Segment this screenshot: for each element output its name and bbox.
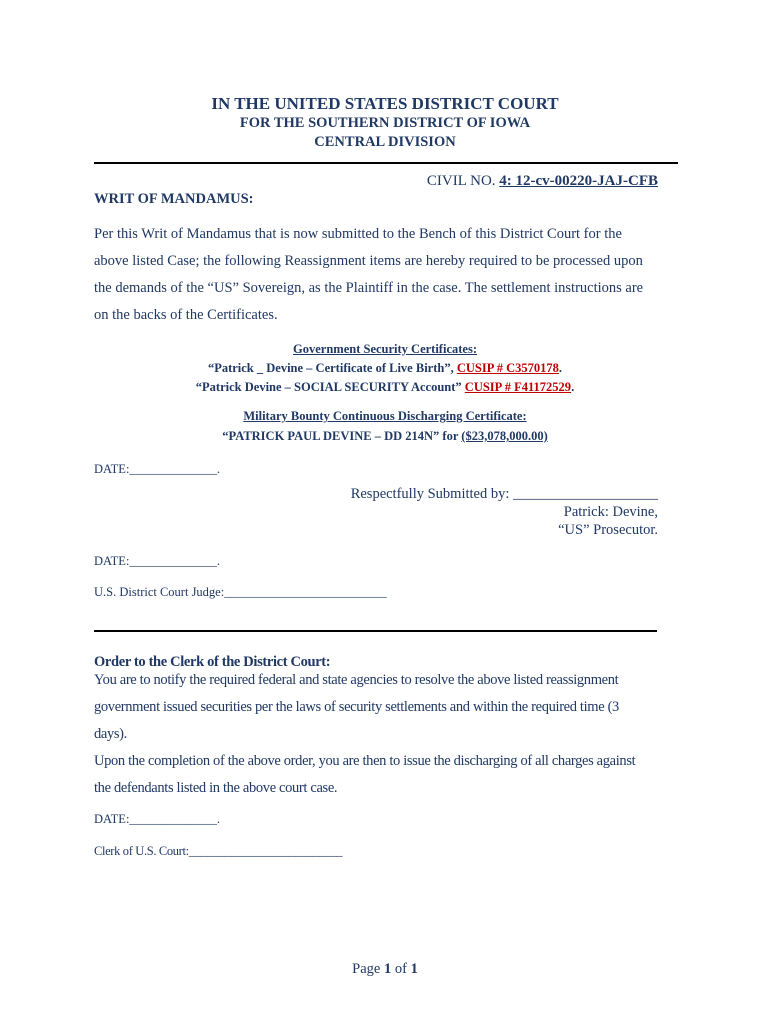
military-heading: Military Bounty Continuous Discharging Certificate: — [243, 409, 527, 423]
court-division: CENTRAL DIVISION — [314, 134, 456, 150]
case-number — [427, 173, 658, 190]
military-item: “PATRICK PAUL DEVINE – DD 214N” for ($23,078,000.00) — [222, 429, 548, 443]
court-district: FOR THE SOUTHERN DISTRICT OF IOWA — [239, 115, 531, 131]
order-line: the defendants listed in the above court case. — [94, 780, 338, 796]
intro-line: on the backs of the Certificates. — [94, 307, 278, 323]
date-line: DATE:______________. — [94, 812, 221, 826]
certificates-section — [0, 340, 770, 397]
order-line: days). — [94, 726, 127, 742]
section-divider — [94, 630, 657, 632]
submitted-by-line: Respectfully Submitted by: ____________________ — [350, 486, 658, 502]
order-heading: Order to the Clerk of the District Court: — [94, 654, 331, 670]
intro-line: Per this Writ of Mandamus that is now submitted to the Bench of this District Court for the — [94, 226, 622, 242]
submitter-name: Patrick: Devine, — [563, 504, 658, 520]
judge-signature-line: U.S. District Court Judge:__________________________ — [94, 585, 387, 599]
submitter-title: “US” Prosecutor. — [558, 522, 658, 538]
bounty-amount: ($23,078,000.00) — [461, 429, 548, 443]
writ-title: WRIT OF MANDAMUS: — [94, 191, 254, 207]
certificate-item: “Patrick Devine – SOCIAL SECURITY Account” CUSIP # F41172529. — [195, 380, 575, 394]
submitted-block — [351, 485, 658, 539]
military-section — [0, 406, 770, 446]
cusip-number: CUSIP # C3570178 — [456, 361, 559, 375]
page-number: Page 1 of 1 — [352, 961, 418, 977]
order-paragraph — [94, 667, 694, 802]
intro-line: the demands of the “US” Sovereign, as the Plaintiff in the case. The settlement instructions are — [94, 280, 644, 296]
certificates-heading: Government Security Certificates: — [293, 342, 477, 356]
order-line: government issued securities per the laws of security settlements and within the required time (3 — [94, 699, 619, 715]
intro-paragraph — [94, 221, 694, 329]
case-prefix: CIVIL NO. — [426, 173, 500, 189]
clerk-signature-line: Clerk of U.S. Court:__________________________ — [94, 844, 343, 858]
date-line: DATE:______________. — [94, 462, 221, 476]
court-title: IN THE UNITED STATES DISTRICT COURT — [211, 94, 559, 113]
certificate-item: “Patrick _ Devine – Certificate of Live Birth”, CUSIP # C3570178. — [207, 361, 563, 375]
cusip-number: CUSIP # F41172529 — [464, 380, 572, 394]
order-line: Upon the completion of the above order, you are then to issue the discharging of all charges against — [94, 753, 636, 769]
order-line: You are to notify the required federal and state agencies to resolve the above listed reassignment — [94, 672, 619, 688]
header-divider — [94, 162, 678, 164]
intro-line: above listed Case; the following Reassignment items are hereby required to be processed upon — [94, 253, 643, 269]
case-number-value: 4: 12-cv-00220-JAJ-CFB — [499, 173, 658, 189]
date-line: DATE:______________. — [94, 554, 221, 568]
